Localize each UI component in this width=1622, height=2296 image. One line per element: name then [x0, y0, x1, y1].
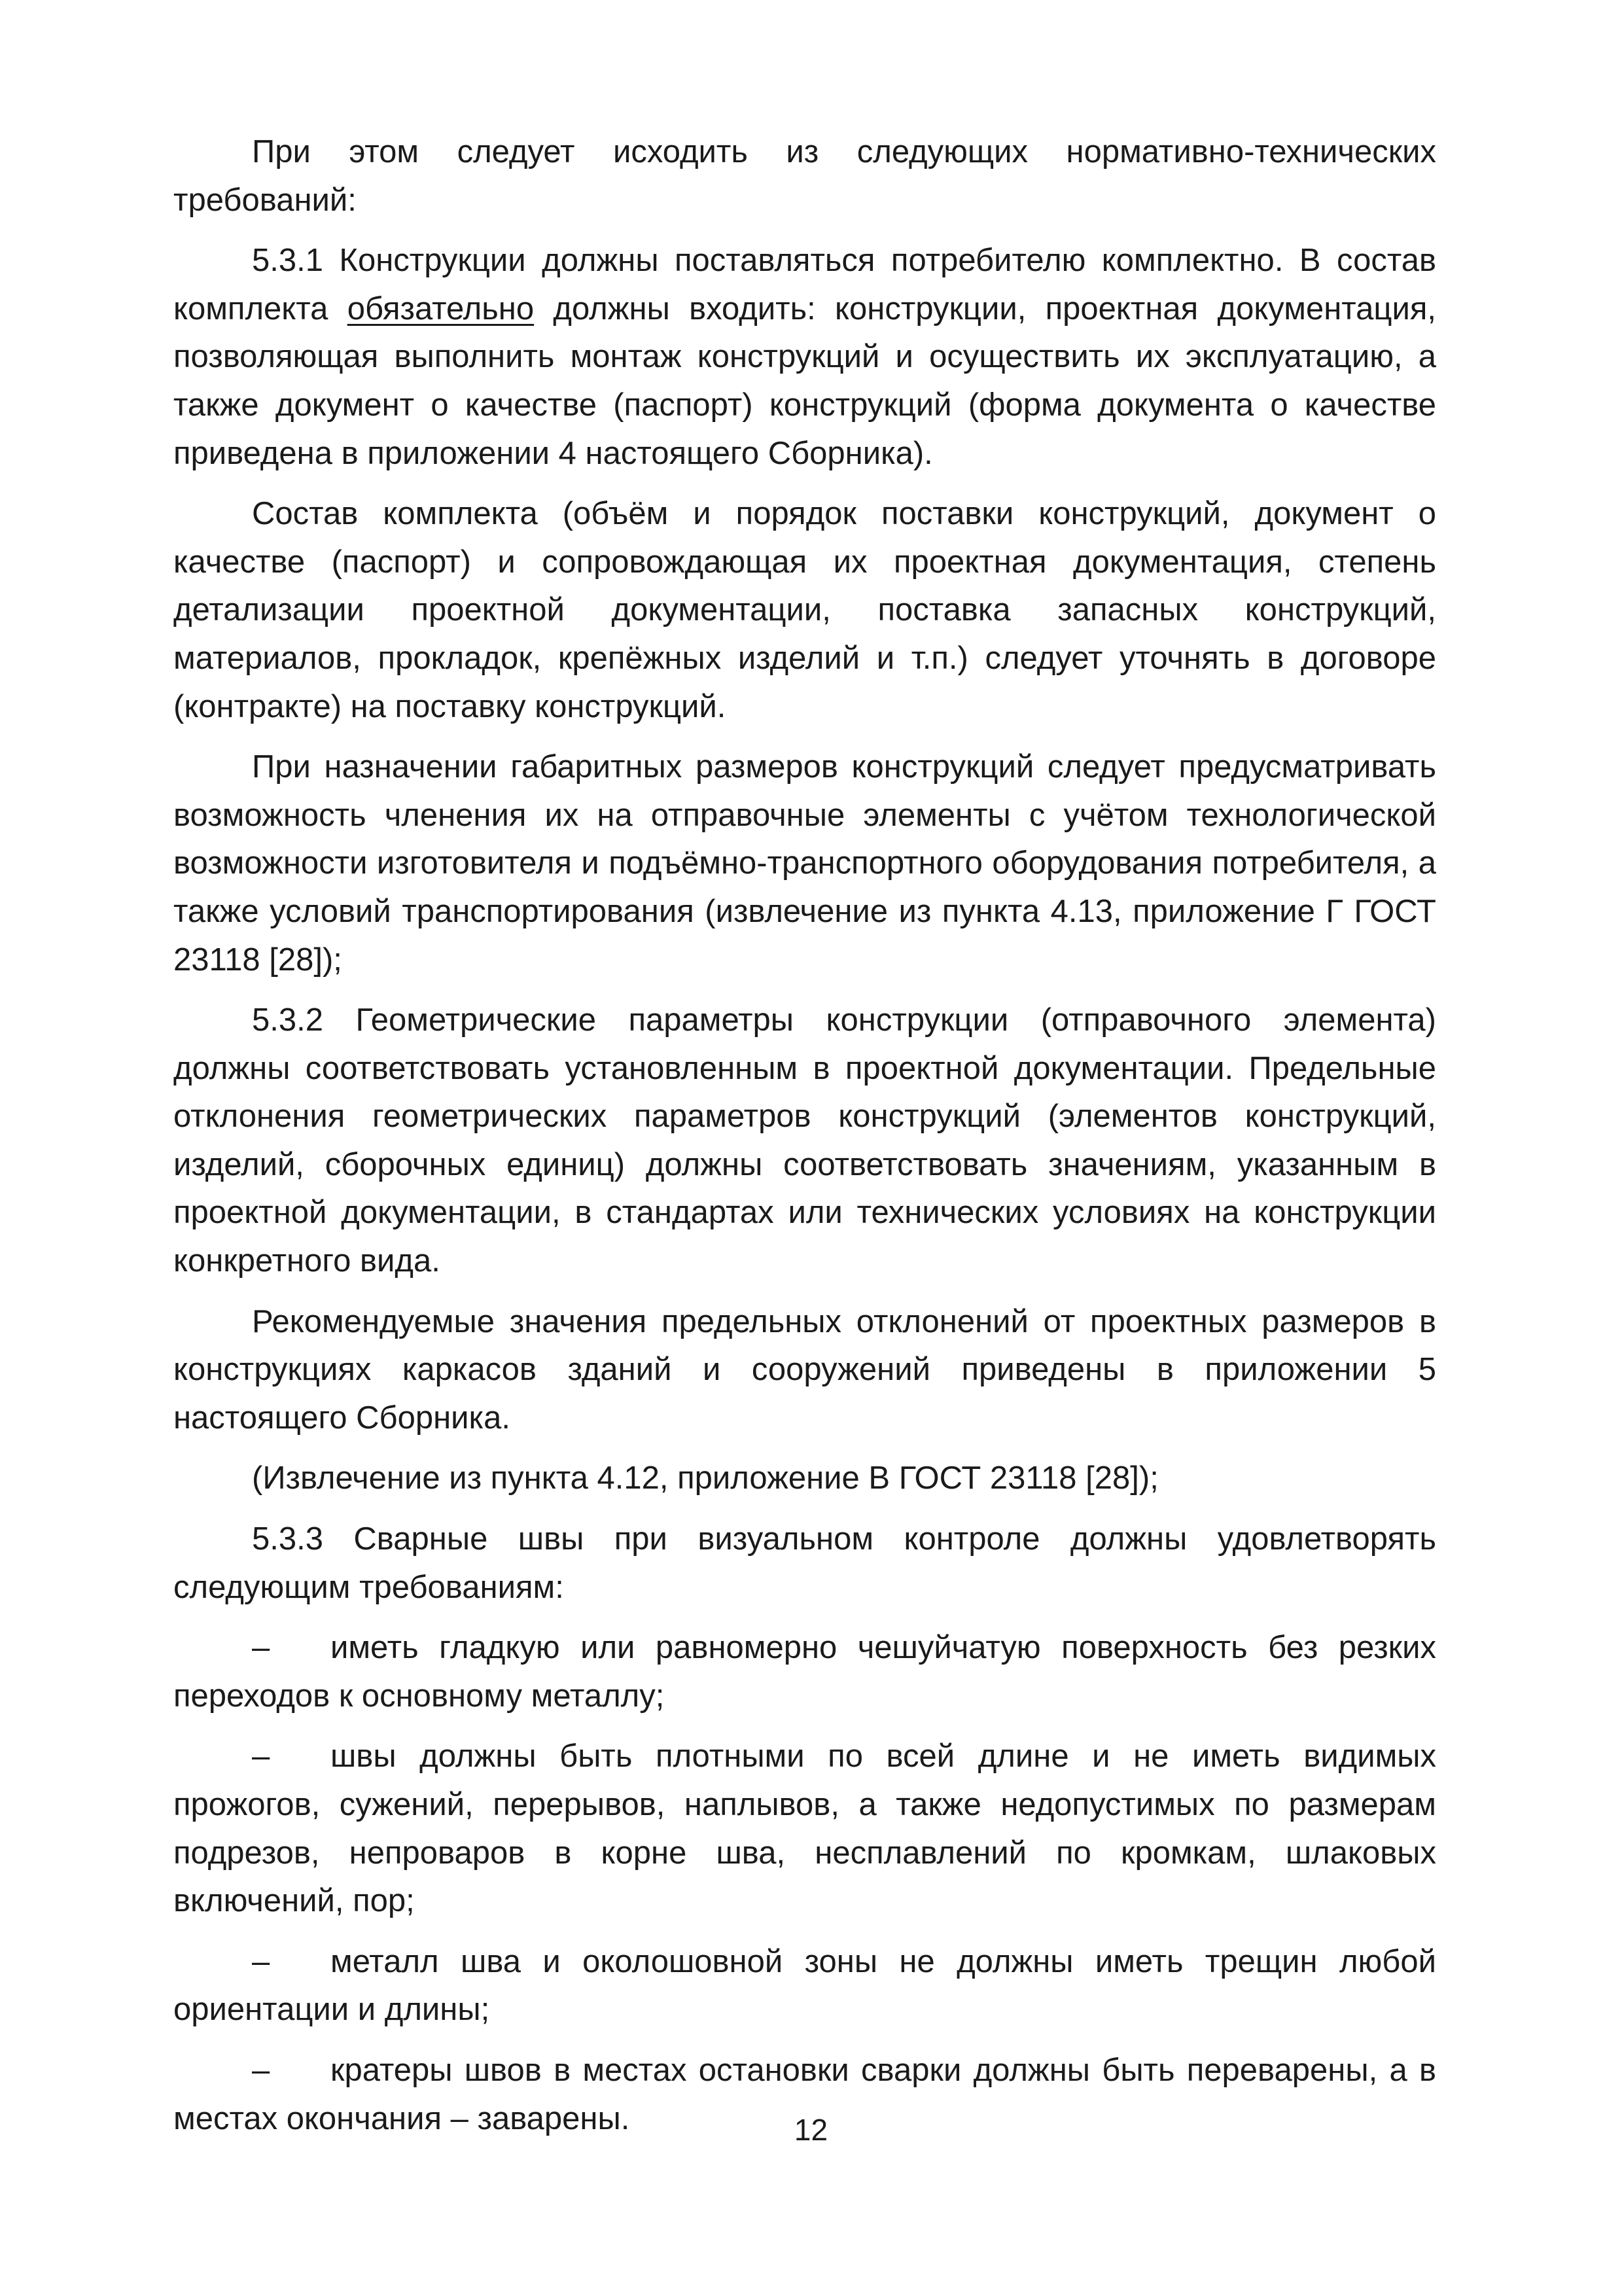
list-item-text: металл шва и околошовной зоны не должны иметь трещин любой ориентации и длины; — [173, 1943, 1436, 2028]
paragraph-5-3-3: 5.3.3 Сварные швы при визуальном контроле должны удовлетворять следующим требованиям: — [173, 1521, 1436, 1605]
list-item-text: швы должны быть плотными по всей длине и не иметь видимых прожогов, сужений, перерывов, наплывов, а также недопустимых по размерам подрезов, непроваров в корне шва, несплавлений по кромкам, шлаковых включений, пор; — [173, 1739, 1436, 1919]
page-number: 12 — [794, 2113, 828, 2147]
paragraph-5-3-2: 5.3.2 Геометрические параметры конструкции (отправочного элемента) должны соответствовать установленным в проектной документации. Предельные отклонения геометрических параметров конструкций (элементов конструкций, изделий, сборочных единиц) должны соответствовать значениям, указанным в проектной документации, в стандартах или технических условиях на конструкции конкретного вида. — [173, 1002, 1436, 1279]
list-item-text: иметь гладкую или равномерно чешуйчатую поверхность без резких переходов к основному металлу; — [173, 1630, 1436, 1714]
list-item-text: кратеры швов в местах остановки сварки должны быть переварены, а в местах окончания – заварены. — [173, 2052, 1436, 2136]
paragraph-intro: При этом следует исходить из следующих нормативно-технических требований: — [173, 134, 1436, 218]
list-item — [173, 1733, 1436, 1925]
list-dash: – — [252, 2052, 270, 2088]
paragraph-5-3-1-start: 5.3.1 Конструкции должны поставляться потребителю комплектно. В состав комплекта — [173, 243, 1436, 327]
paragraph-set-composition: Состав комплекта (объём и порядок поставки конструкций, документ о качестве (паспорт) и сопровождающая их проектная документация, степень детализации проектной документации, поставка запасных конструкций, материалов, прокладок, крепёжных изделий и т.п.) следует уточнять в договоре (контракте) на поставку конструкций. — [173, 496, 1436, 724]
body-text — [173, 128, 1436, 2143]
paragraph-extract-reference: (Извлечение из пункта 4.12, приложение В ГОСТ 23118 [28]); — [252, 1460, 1159, 1496]
list-dash: – — [252, 1943, 270, 1979]
list-dash: – — [252, 1630, 270, 1666]
underlined-word-obligatory: обязательно — [347, 291, 535, 327]
list-dash: – — [252, 1739, 270, 1775]
paragraph-dimensions: При назначении габаритных размеров конструкций следует предусматривать возможность членения их на отправочные элементы с учётом технологической возможности изготовителя и подъёмно-транспортного оборудования потребителя, а также условий транспортирования (извлечение из пункта 4.13, приложение Г ГОСТ 23118 [28]); — [173, 749, 1436, 978]
paragraph-5-3-1-end: должны входить: конструкции, проектная документация, позволяющая выполнить монтаж конструкций и осуществить их эксплуатацию, а также документ о качестве (паспорт) конструкций (форма документа о качестве приведена в приложении 4 настоящего Сборника). — [173, 291, 1436, 471]
list-item — [173, 1624, 1436, 1720]
list-item — [173, 1938, 1436, 2034]
paragraph-5-3-1 — [173, 237, 1436, 478]
paragraph-recommended-values: Рекомендуемые значения предельных отклонений от проектных размеров в конструкциях каркасов зданий и сооружений приведены в приложении 5 настоящего Сборника. — [173, 1303, 1436, 1436]
